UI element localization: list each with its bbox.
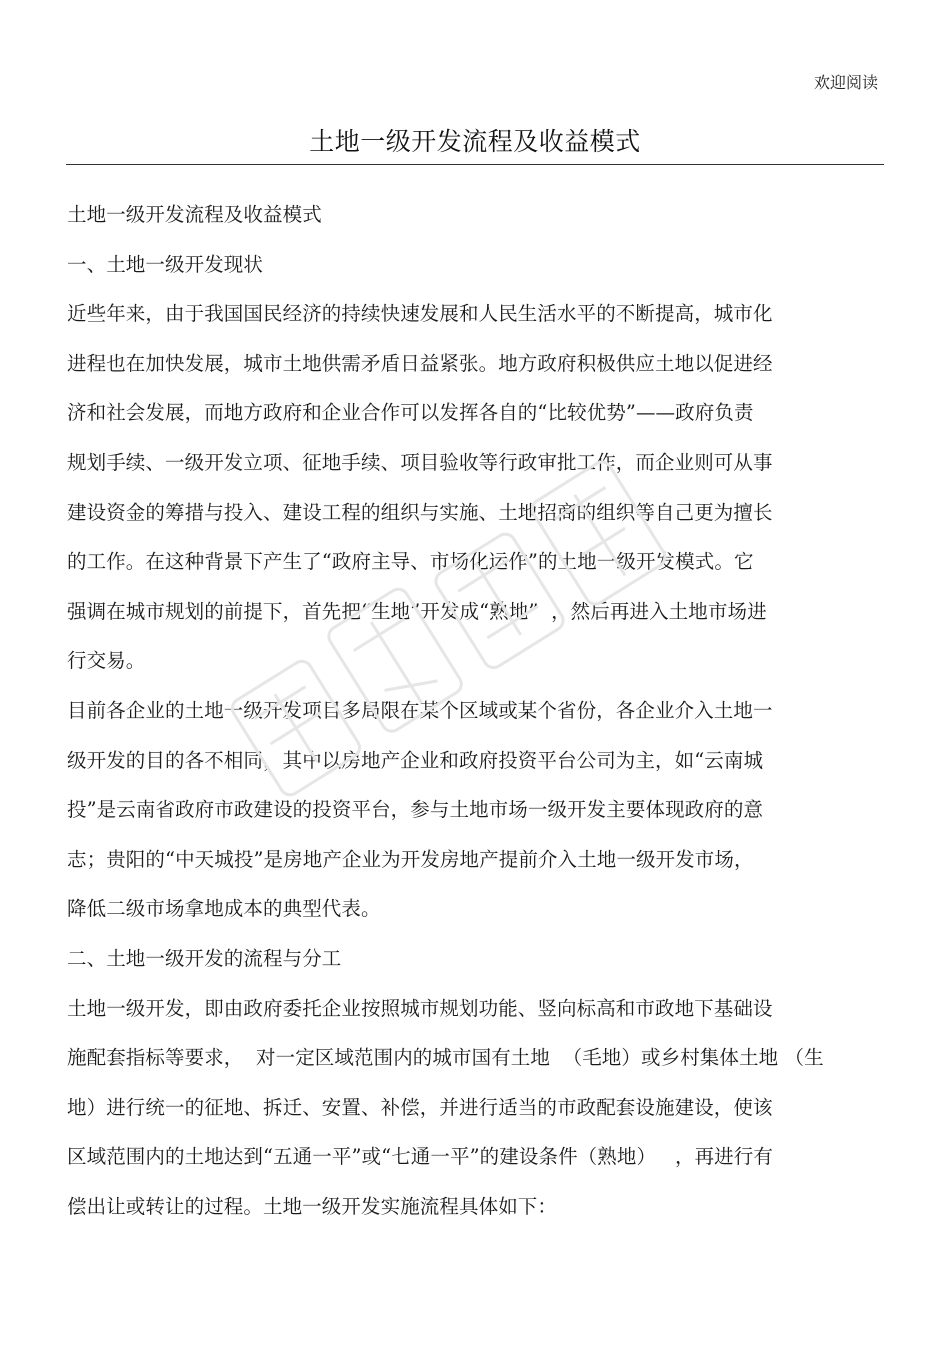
doc-line: 目前各企业的土地一级开发项目多局限在某个区域或某个省份，各企业介入土地一: [67, 698, 773, 722]
doc-line: 级开发的目的各不相同，其中以房地产企业和政府投资平台公司为主，如“云南城: [67, 748, 764, 772]
page-title: 土地一级开发流程及收益模式: [309, 127, 641, 156]
doc-line: 近些年来，由于我国国民经济的持续快速发展和人民生活水平的不断提高，城市化: [67, 302, 773, 326]
doc-line: 土地一级开发，即由政府委托企业按照城市规划功能、竖向标高和市政地下基础设: [67, 996, 773, 1020]
doc-line: 建设资金的筹措与投入、建设工程的组织与实施、土地招商的组织等自己更为擅长: [67, 500, 773, 524]
doc-line: 区域范围内的土地达到“五通一平”或“七通一平”的建设条件（熟地） ，再进行有: [67, 1145, 773, 1169]
doc-line: 地）进行统一的征地、拆迁、安置、补偿，并进行适当的市政配套设施建设，使该: [67, 1095, 773, 1119]
doc-line: 行交易。: [67, 649, 146, 673]
doc-line: 强调在城市规划的前提下，首先把“生地”开发成“熟地” ，然后再进入土地市场进: [67, 599, 767, 623]
doc-line: 降低二级市场拿地成本的典型代表。: [67, 897, 381, 921]
doc-line: 的工作。在这种背景下产生了“政府主导、市场化运作”的土地一级开发模式。它: [67, 550, 754, 574]
section-heading: 一、土地一级开发现状: [67, 252, 264, 276]
doc-line: 进程也在加快发展，城市土地供需矛盾日益紧张。地方政府积极供应土地以促进经: [67, 351, 773, 375]
title-divider: [66, 164, 884, 165]
doc-line: 投”是云南省政府市政建设的投资平台，参与土地市场一级开发主要体现政府的意: [67, 798, 764, 822]
doc-line: 土地一级开发流程及收益模式: [67, 203, 322, 226]
doc-line: 施配套指标等要求， 对一定区域范围内的城市国有土地 （毛地）或乡村集体土地 （生: [67, 1046, 824, 1070]
doc-line: 志；贵阳的“中天城投”是房地产企业为开发房地产提前介入土地一级开发市场，: [67, 847, 754, 871]
document-body: [67, 190, 882, 1231]
section-heading: 二、土地一级开发的流程与分工: [67, 946, 342, 970]
header-welcome-text: 欢迎阅读: [813, 73, 878, 92]
doc-line: 偿出让或转让的过程。土地一级开发实施流程具体如下：: [67, 1194, 558, 1218]
doc-line: 济和社会发展，而地方政府和企业合作可以发挥各自的“比较优势”——政府负责: [67, 401, 754, 425]
doc-line: 规划手续、一级开发立项、征地手续、项目验收等行政审批工作，而企业则可从事: [67, 450, 773, 474]
